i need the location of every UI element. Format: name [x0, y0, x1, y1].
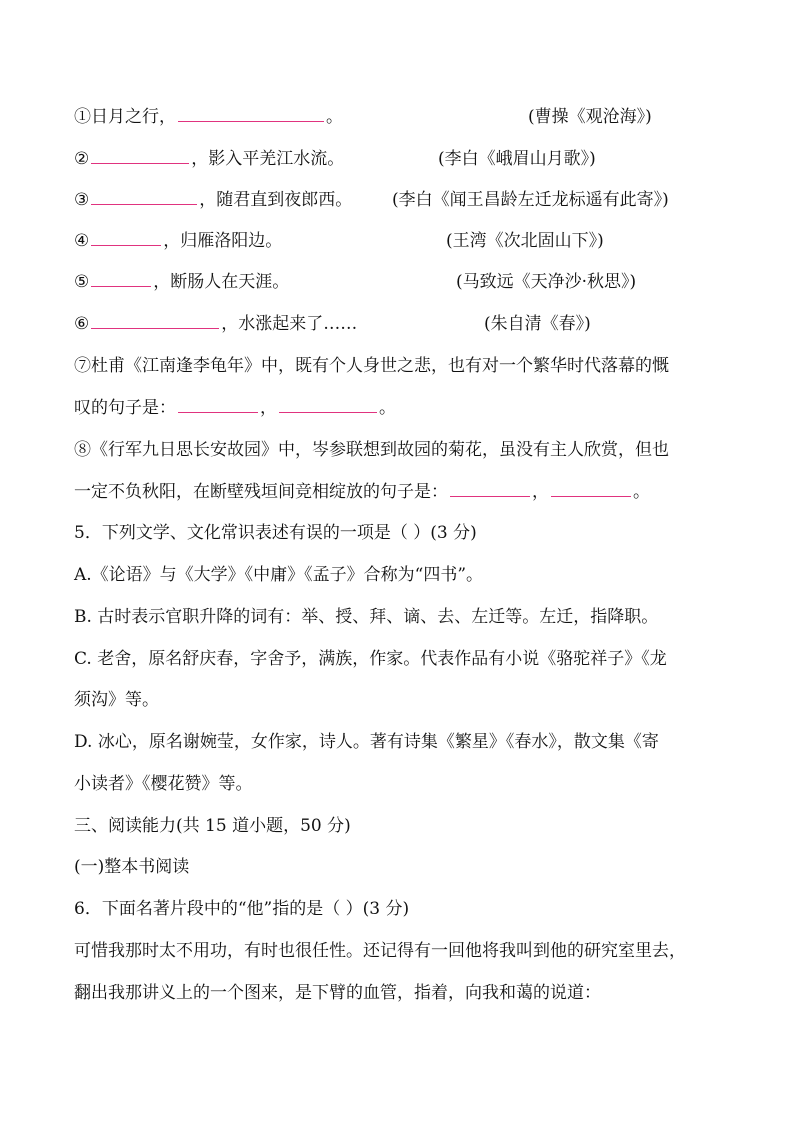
answer-blank[interactable] — [91, 271, 151, 287]
fill-item-4 — [74, 230, 282, 252]
answer-blank[interactable] — [91, 189, 197, 205]
item-source: (李白《峨眉山月歌》) — [438, 149, 596, 169]
answer-blank[interactable] — [450, 481, 530, 497]
item-pre-text: 日月之行， — [91, 107, 176, 127]
q8-end: 。 — [633, 482, 650, 502]
q5-stem: 5．下列文学、文化常识表述有误的一项是（ ）(3 分) — [74, 523, 477, 543]
q5-option-d-line1[interactable]: D. 冰心，原名谢婉莹，女作家，诗人。著有诗集《繁星》《春水》，散文集《寄 — [74, 732, 659, 752]
item-mark: ⑤ — [74, 272, 90, 292]
answer-blank[interactable] — [91, 313, 219, 329]
q8-pre-text: 一定不负秋阳，在断壁残垣间竞相绽放的句子是： — [74, 482, 448, 502]
answer-blank[interactable] — [178, 397, 258, 413]
q8-line2 — [74, 481, 650, 503]
section-heading: 三、阅读能力(共 15 道小题，50 分) — [74, 816, 351, 836]
item-mark: ② — [74, 149, 90, 169]
answer-blank[interactable] — [91, 230, 161, 246]
q6-stem: 6．下面名著片段中的“他”指的是（ ）(3 分) — [74, 899, 410, 919]
item-source: (朱自清《春》) — [484, 314, 591, 334]
fill-item-1 — [74, 106, 343, 128]
q5-option-d-line2[interactable]: 小读者》《樱花赞》等。 — [74, 774, 253, 794]
item-post-text: ，随君直到夜郎西。 — [199, 190, 353, 210]
item-source: (李白《闻王昌龄左迁龙标遥有此寄》) — [392, 190, 669, 210]
item-post-text: ，断肠人在天涯。 — [153, 272, 290, 292]
item-mark: ④ — [74, 231, 90, 251]
item-source: (马致远《天净沙·秋思》) — [456, 272, 637, 292]
item-post-text: ，水涨起来了…… — [221, 314, 358, 334]
subsection-heading: (一)整本书阅读 — [74, 857, 190, 877]
answer-blank[interactable] — [91, 148, 189, 164]
item-source: (王湾《次北固山下》) — [446, 231, 604, 251]
q6-passage-line1: 可惜我那时太不用功，有时也很任性。还记得有一回他将我叫到他的研究室里去， — [74, 941, 686, 961]
item-post-text: ，影入平羌江水流。 — [191, 149, 345, 169]
item-post-text: ，归雁洛阳边。 — [163, 231, 283, 251]
q8-separator: ， — [532, 482, 549, 502]
item-mark: ⑥ — [74, 314, 90, 334]
item-source: (曹操《观沧海》) — [528, 107, 652, 127]
fill-item-6 — [74, 313, 357, 335]
answer-blank[interactable] — [551, 481, 631, 497]
q6-passage-line2: 翻出我那讲义上的一个图来，是下臂的血管，指着，向我和蔼的说道： — [74, 983, 601, 1003]
item-mark: ③ — [74, 190, 90, 210]
q7-pre-text: 叹的句子是： — [74, 398, 176, 418]
q5-option-a[interactable]: A.《论语》与《大学》《中庸》《孟子》合称为“四书”。 — [74, 565, 484, 585]
answer-blank[interactable] — [178, 106, 324, 122]
q7-line1: ⑦杜甫《江南逢李龟年》中，既有个人身世之悲，也有对一个繁华时代落幕的慨 — [74, 356, 669, 376]
fill-item-5 — [74, 271, 289, 293]
fill-item-3 — [74, 189, 352, 211]
q8-line1: ⑧《行军九日思长安故园》中，岑参联想到故园的菊花，虽没有主人欣赏，但也 — [74, 440, 669, 460]
q5-option-c-line2[interactable]: 须沟》等。 — [74, 690, 159, 710]
q7-line2 — [74, 397, 396, 419]
item-mark: ① — [74, 107, 91, 127]
fill-item-2 — [74, 148, 344, 170]
q5-option-c-line1[interactable]: C. 老舍，原名舒庆春，字舍予，满族，作家。代表作品有小说《骆驼祥子》《龙 — [74, 649, 667, 669]
answer-blank[interactable] — [279, 397, 377, 413]
q7-end: 。 — [379, 398, 396, 418]
q5-option-b[interactable]: B. 古时表示官职升降的词有：举、授、拜、谪、去、左迁等。左迁，指降职。 — [74, 607, 659, 627]
item-post-text: 。 — [326, 107, 343, 127]
q7-separator: ， — [260, 398, 277, 418]
